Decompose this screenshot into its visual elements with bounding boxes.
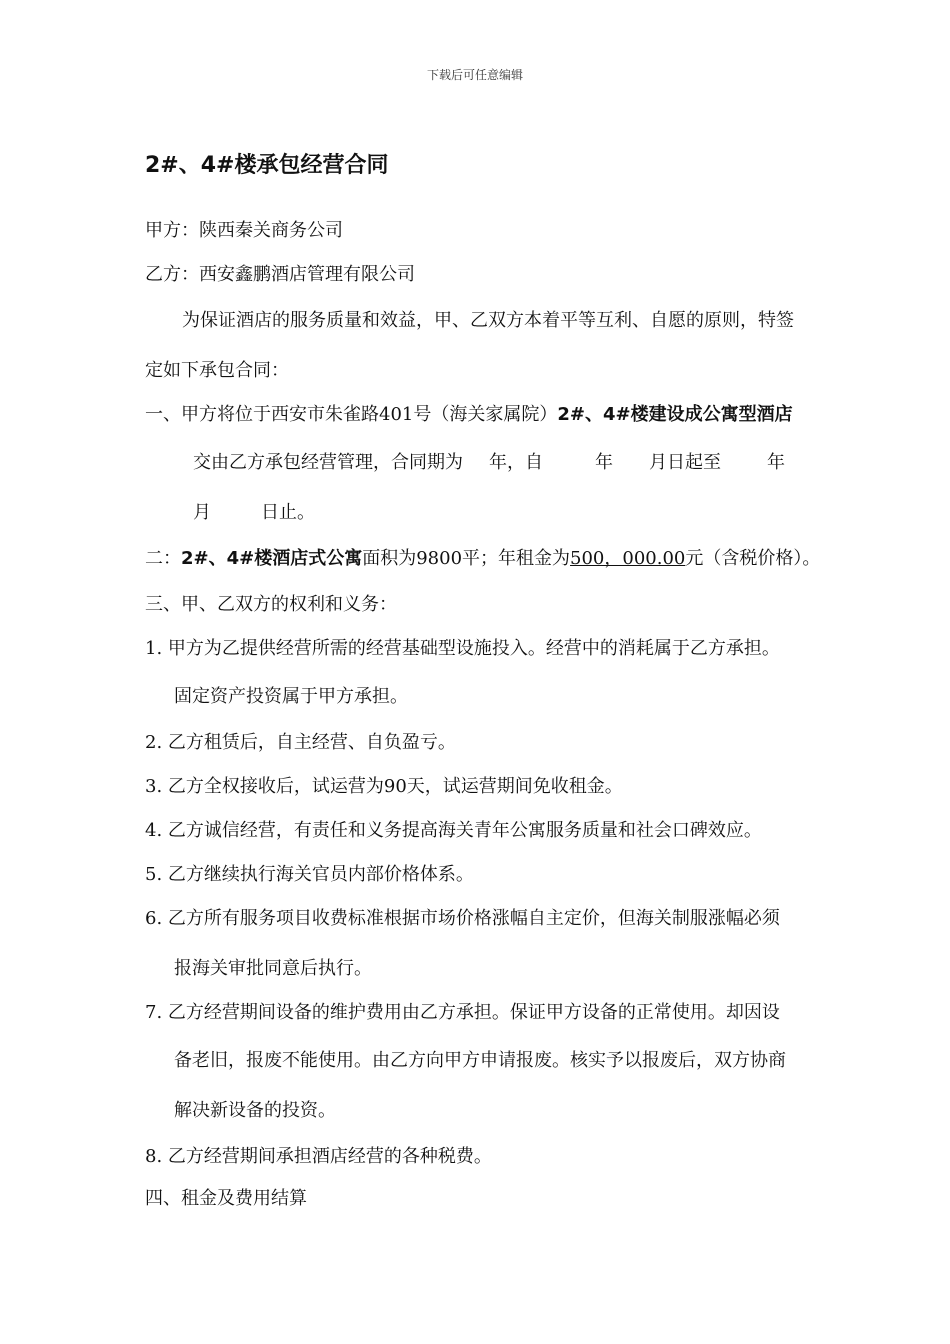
section-1-text: 一、甲方将位于西安市朱雀路401号（海关家属院） (145, 404, 558, 425)
item-3: 3. 乙方全权接收后，试运营为90天，试运营期间免收租金。 (145, 776, 623, 797)
section-2-building: 2#、4#楼酒店式公寓 (181, 548, 363, 569)
item-6-line-1: 6. 乙方所有服务项目收费标准根据市场价格涨幅自主定价，但海关制服涨幅必须 (145, 908, 780, 929)
section-2 (145, 548, 820, 570)
intro-line-2: 定如下承包合同： (145, 360, 289, 381)
party-a: 甲方：陕西秦关商务公司 (145, 220, 343, 241)
item-2: 2. 乙方租赁后，自主经营、自负盈亏。 (145, 732, 456, 753)
item-1-line-2: 固定资产投资属于甲方承担。 (174, 686, 408, 707)
section-2-suffix: 元（含税价格）。 (685, 548, 821, 569)
item-6-line-2: 报海关审批同意后执行。 (174, 958, 372, 979)
item-8: 8. 乙方经营期间承担酒店经营的各种税费。 (145, 1146, 492, 1167)
section-1-line-1 (145, 404, 793, 426)
section-2-prefix: 二： (145, 548, 181, 569)
section-1-line-2 (193, 452, 785, 474)
start-year: 年 (595, 452, 613, 473)
item-4: 4. 乙方诚信经营，有责任和义务提高海关青年公寓服务质量和社会口碑效应。 (145, 820, 762, 841)
intro-line-1: 为保证酒店的服务质量和效益，甲、乙双方本着平等互利、自愿的原则，特签 (182, 310, 794, 331)
end-day: 日止。 (261, 502, 315, 523)
section-4-heading: 四、租金及费用结算 (145, 1188, 307, 1209)
item-7-line-3: 解决新设备的投资。 (174, 1100, 336, 1121)
item-7-line-1: 7. 乙方经营期间设备的维护费用由乙方承担。保证甲方设备的正常使用。却因设 (145, 1002, 780, 1023)
end-year: 年 (767, 452, 785, 473)
section-3-heading: 三、甲、乙双方的权利和义务： (145, 594, 397, 615)
party-b: 乙方：西安鑫鹏酒店管理有限公司 (145, 264, 415, 285)
contract-title: 2#、4#楼承包经营合同 (145, 153, 389, 178)
item-1-line-1: 1. 甲方为乙提供经营所需的经营基础型设施投入。经营中的消耗属于乙方承担。 (145, 638, 780, 659)
annual-rent-amount: 500，000.00 (570, 548, 686, 569)
end-month: 月 (193, 502, 211, 523)
term-years: 年，自 (489, 452, 543, 473)
item-7-line-2: 备老旧，报废不能使用。由乙方向甲方申请报废。核实予以报废后，双方协商 (174, 1050, 786, 1071)
page-header: 下载后可任意编辑 (426, 68, 523, 82)
section-1-building: 2#、4#楼建设成公寓型酒店 (557, 404, 793, 425)
item-5: 5. 乙方继续执行海关官员内部价格体系。 (145, 864, 474, 885)
term-label: 交由乙方承包经营管理，合同期为 (193, 452, 463, 473)
section-2-area: 面积为9800平；年租金为 (362, 548, 571, 569)
section-1-line-3 (193, 502, 315, 524)
start-month-day: 月日起至 (649, 452, 721, 473)
